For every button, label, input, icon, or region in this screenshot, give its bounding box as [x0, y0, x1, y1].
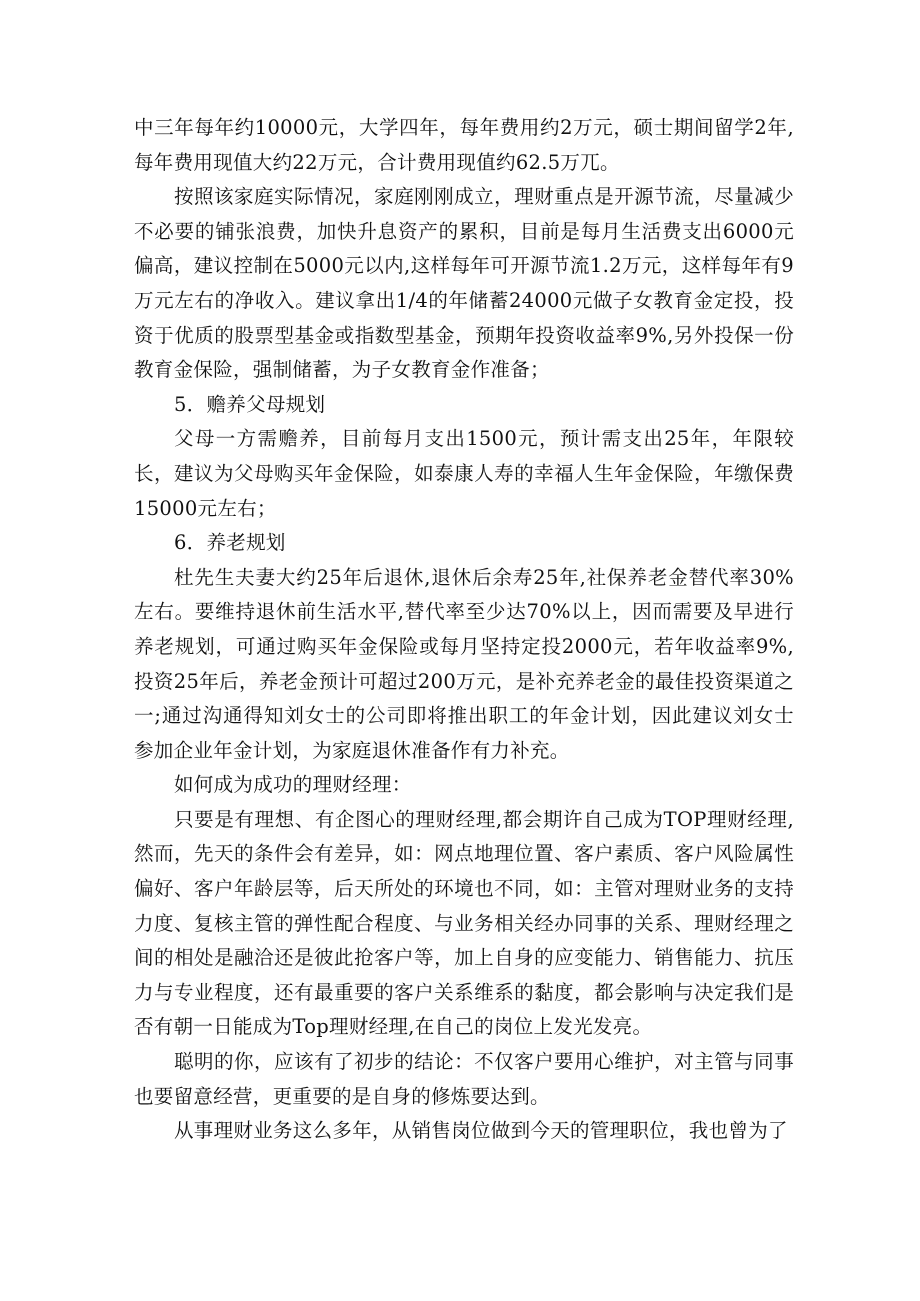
heading-retirement-plan: 6．养老规划	[174, 531, 286, 555]
paragraph-family-finance-plan: 按照该家庭实际情况，家庭刚刚成立，理财重点是开源节流，尽量减少不必要的铺张浪费，加快升息资产的累积，目前是每月生活费支出6000元偏高，建议控制在5000元以内,这样每年可开源节流1.2万元，这样每年有9万元左右的净收入。建议拿出1/4的年储蓄24000元做子女教育金定投，投资于优质的股票型基金或指数型基金，预期年投资收益率9%,另外投保一份教育金保险，强制储蓄，为子女教育金作准备；	[134, 185, 794, 382]
paragraph-education-costs: 中三年每年约10000元，大学四年，每年费用约2万元，硕士期间留学2年,每年费用现值大约22万元，合计费用现值约62.5万兀。	[134, 116, 794, 174]
heading-parent-support-plan: 5．赡养父母规划	[174, 392, 326, 416]
paragraph-conclusion: 聪明的你，应该有了初步的结论：不仅客户要用心维护，对主管与同事也要留意经营，更重要的是自身的修炼要达到。	[134, 1050, 794, 1108]
heading-successful-manager: 如何成为成功的理财经理：	[174, 773, 412, 797]
paragraph-experience: 从事理财业务这么多年，从销售岗位做到今天的管理职位，我也曾为了	[174, 1119, 788, 1143]
paragraph-parent-support: 父母一方需赡养，目前每月支出1500元，预计需支出25年，年限较长，建议为父母购买年金保险，如泰康人寿的幸福人生年金保险，年缴保费15000元左右；	[134, 427, 794, 520]
document-body	[134, 111, 794, 1149]
paragraph-top-manager: 只要是有理想、有企图心的理财经理,都会期许自己成为TOP理财经理,然而，先天的条件会有差异，如：网点地理位置、客户素质、客户风险属性偏好、客户年龄层等，后天所处的环境也不同，如：主管对理财业务的支持力度、复核主管的弹性配合程度、与业务相关经办同事的关系、理财经理之间的相处是融洽还是彼此抢客户等，加上自身的应变能力、销售能力、抗压力与专业程度，还有最重要的客户关系维系的黏度，都会影响与决定我们是否有朝一日能成为Top理财经理,在自己的岗位上发光发亮。	[134, 807, 794, 1039]
paragraph-retirement: 杜先生夫妻大约25年后退休,退休后余寿25年,社保养老金替代率30%左右。要维持退休前生活水平,替代率至少达70%以上，因而需要及早进行养老规划，可通过购买年金保险或每月坚持定投2000元，若年收益率9%,投资25年后，养老金预计可超过200万元，是补充养老金的最佳投资渠道之一;通过沟通得知刘女士的公司即将推出职工的年金计划，因此建议刘女士参加企业年金计划，为家庭退休准备作有力补充。	[134, 565, 794, 762]
